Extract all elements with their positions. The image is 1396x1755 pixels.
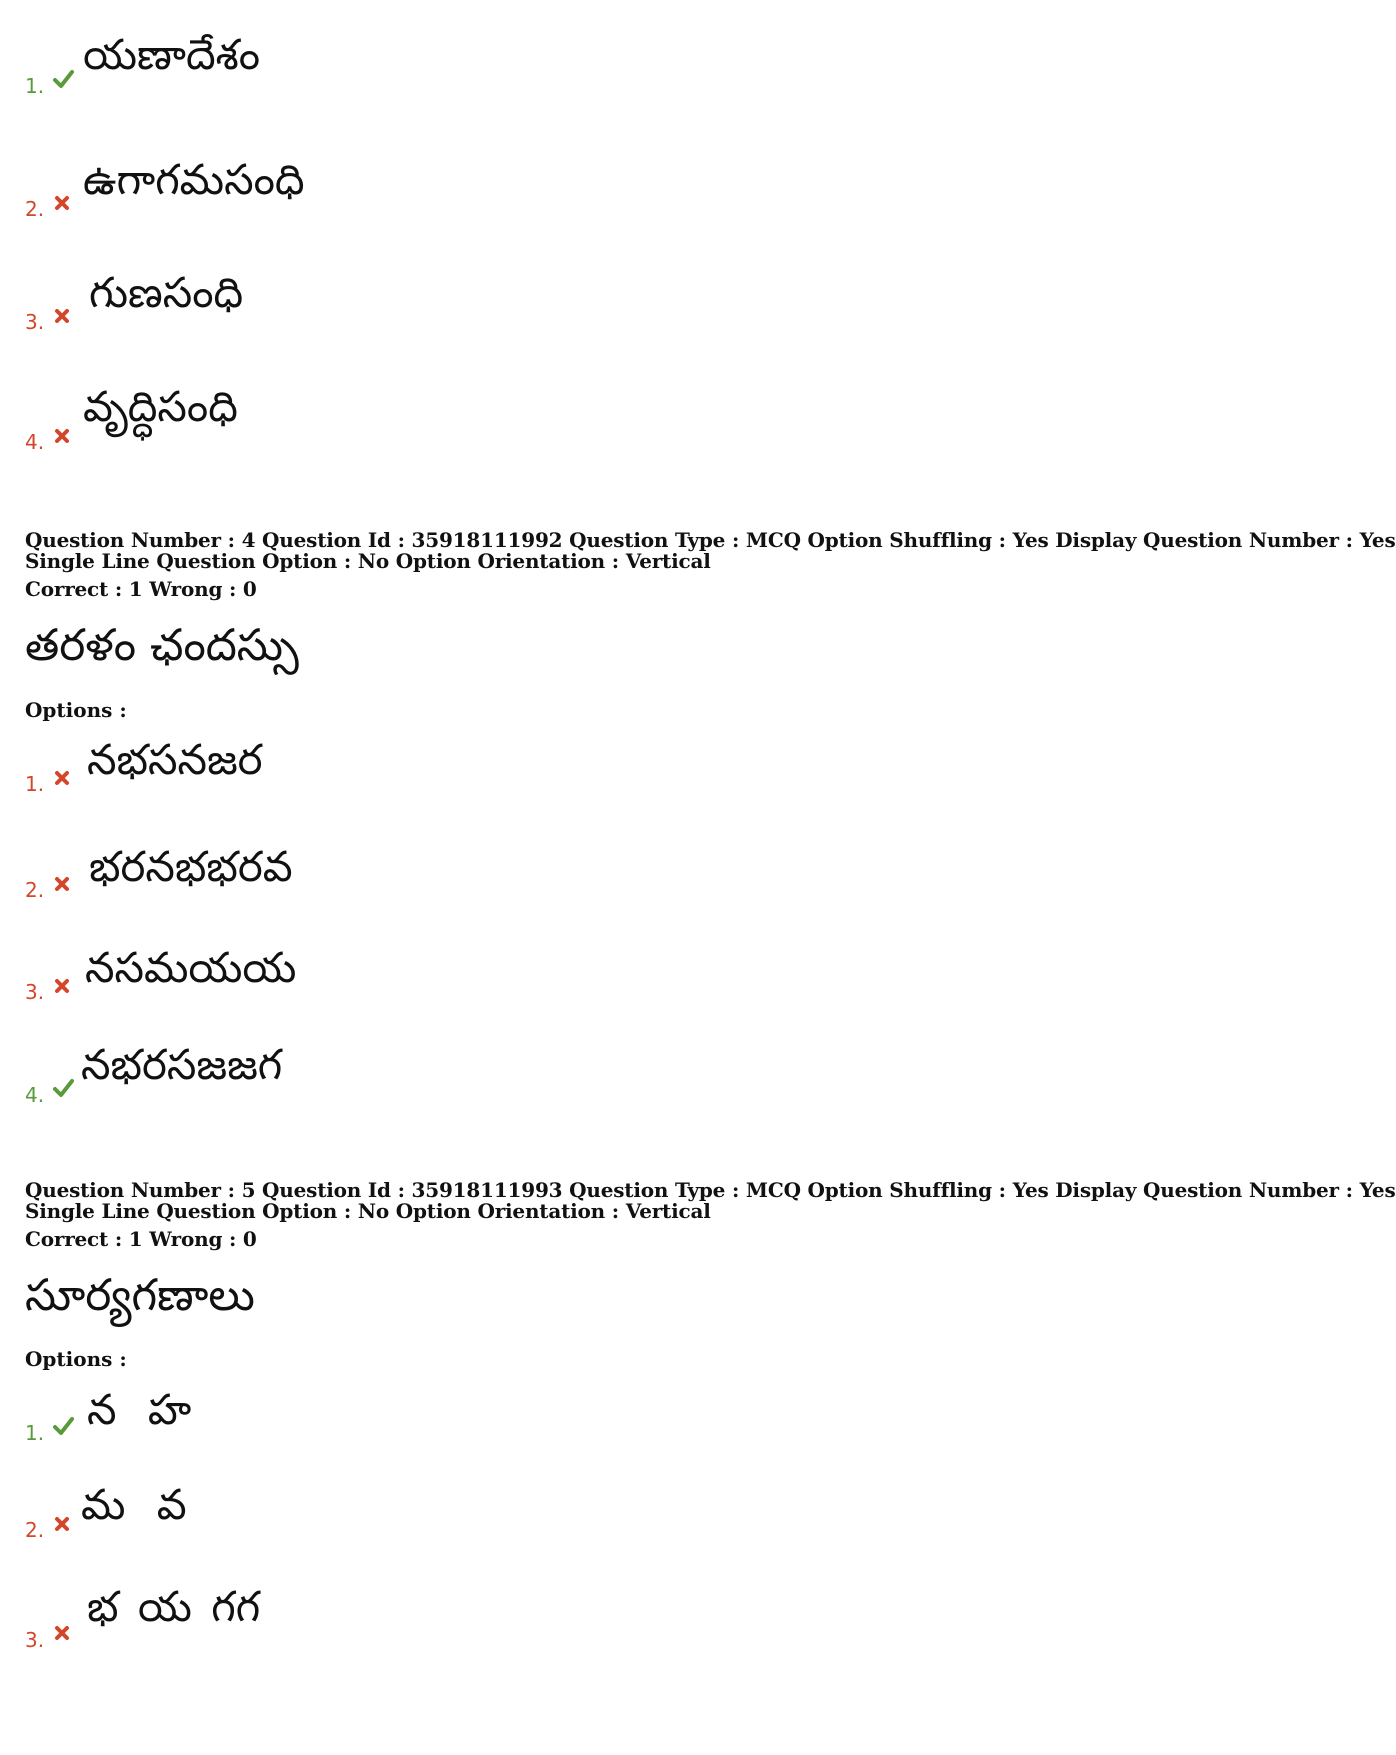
option-number: 2.	[25, 878, 45, 902]
option-text: భరనభభరవ	[89, 842, 293, 891]
option-text: యణాదేశం	[83, 30, 260, 79]
question-score-line: Correct : 1 Wrong : 0	[25, 577, 257, 601]
check-icon	[52, 68, 74, 90]
option-text: భ య గగ	[87, 1582, 261, 1631]
option-number: 3.	[25, 980, 45, 1004]
cross-icon	[54, 1516, 70, 1532]
option-text: న హ	[87, 1385, 192, 1434]
question-meta-line: Question Number : 5 Question Id : 35918111993 Question Type : MCQ Option Shuffling : Yes Display Question Number : Yes	[25, 1178, 1396, 1202]
option-number: 2.	[25, 1518, 45, 1542]
question-meta-line: Single Line Question Option : No Option Orientation : Vertical	[25, 1199, 711, 1223]
option-text: మ వ	[81, 1480, 187, 1529]
question-score-line: Correct : 1 Wrong : 0	[25, 1227, 257, 1251]
options-label: Options :	[25, 698, 127, 722]
question-meta-line: Single Line Question Option : No Option Orientation : Vertical	[25, 549, 711, 573]
question-text: తరళం ఛందస్సు	[25, 620, 299, 671]
option-text: వృద్ధిసంధి	[83, 382, 238, 431]
option-text: ఉగాగమసంధి	[83, 155, 305, 204]
check-icon	[52, 1077, 74, 1099]
cross-icon	[54, 876, 70, 892]
option-number: 3.	[25, 1628, 45, 1652]
cross-icon	[54, 1625, 70, 1641]
option-text: నసమయయ	[85, 943, 297, 992]
cross-icon	[54, 770, 70, 786]
option-number: 2.	[25, 197, 45, 221]
cross-icon	[54, 195, 70, 211]
option-number: 3.	[25, 310, 45, 334]
option-text: నభరసజజగ	[81, 1040, 283, 1089]
cross-icon	[54, 308, 70, 324]
check-icon	[52, 1415, 74, 1437]
option-text: నభసనజర	[87, 735, 263, 784]
cross-icon	[54, 428, 70, 444]
option-number: 4.	[25, 430, 45, 454]
question-text: సూర్యగణాలు	[25, 1270, 255, 1321]
cross-icon	[54, 978, 70, 994]
option-number: 1.	[25, 1421, 45, 1445]
question-meta-line: Question Number : 4 Question Id : 35918111992 Question Type : MCQ Option Shuffling : Yes Display Question Number : Yes	[25, 528, 1396, 552]
option-number: 1.	[25, 74, 45, 98]
options-label: Options :	[25, 1347, 127, 1371]
option-text: గుణసంధి	[89, 268, 244, 317]
option-number: 1.	[25, 772, 45, 796]
option-number: 4.	[25, 1083, 45, 1107]
